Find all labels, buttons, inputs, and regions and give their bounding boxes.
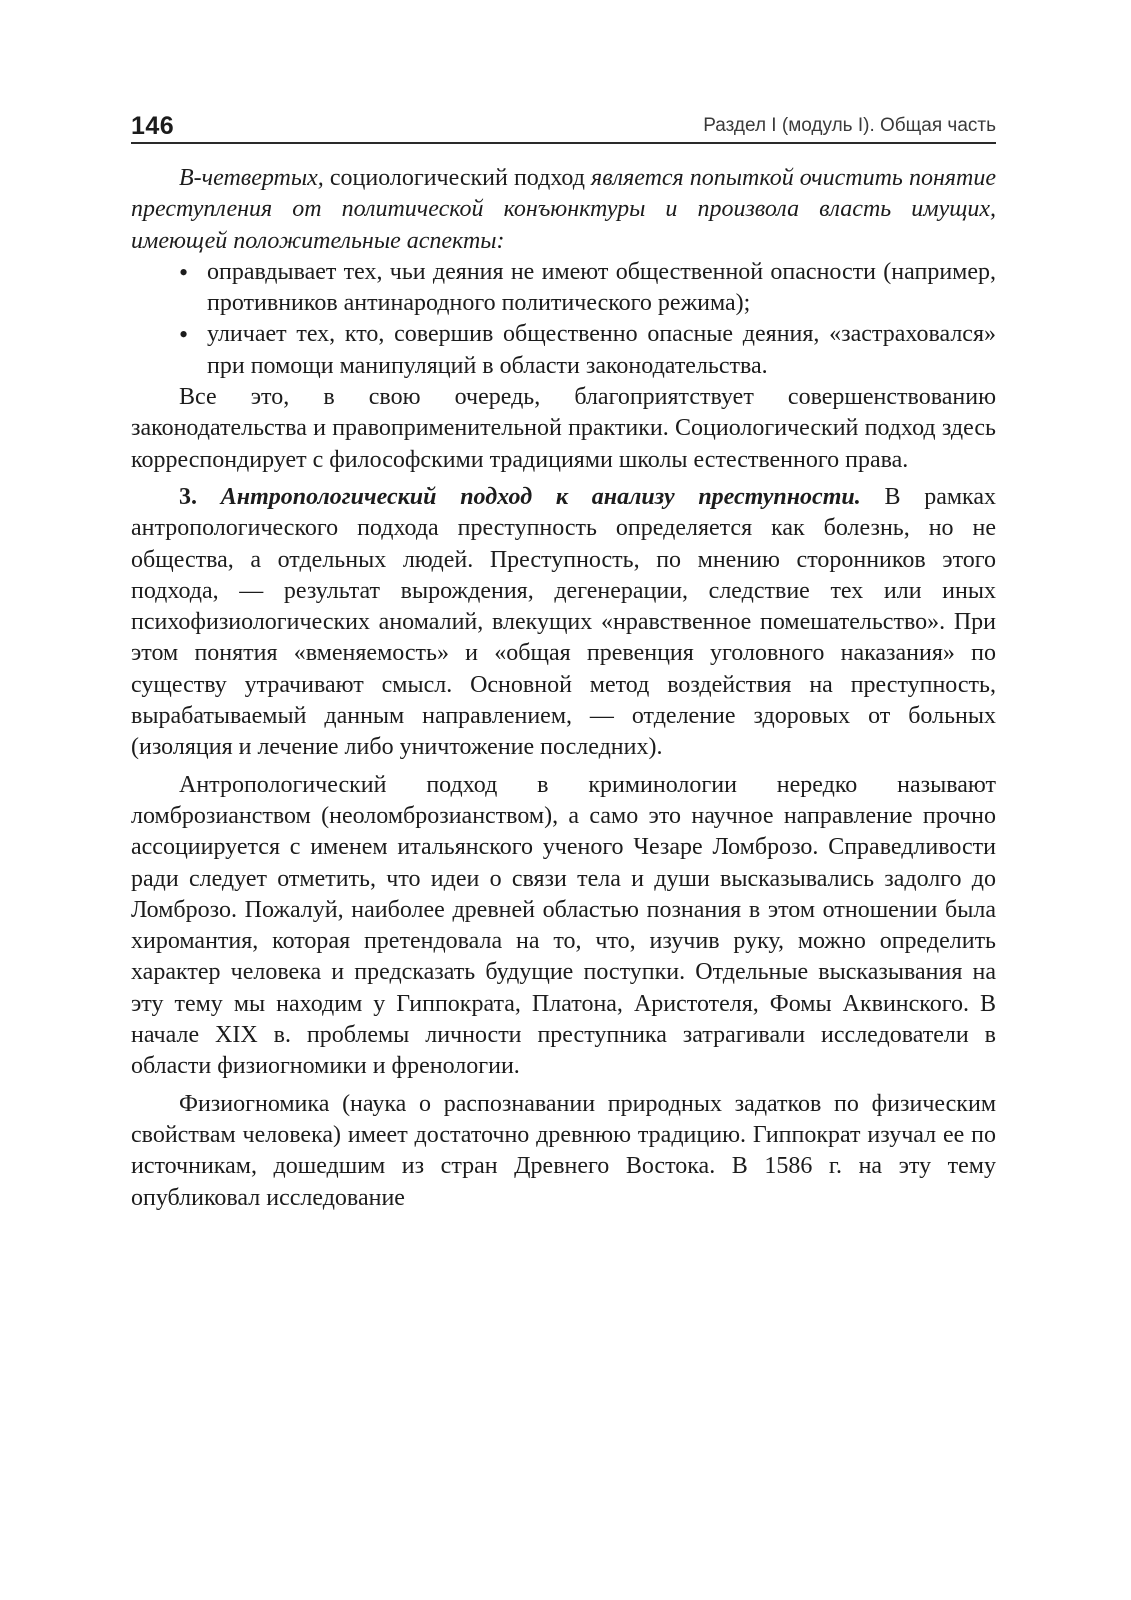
page-header: [131, 108, 996, 144]
paragraph-text: социологический подход: [323, 165, 592, 191]
paragraph-fourthly: [131, 163, 996, 257]
paragraph-text: В рамках антропологического подхода преступность определяется как болезнь, но не общества, а отдельных людей. Преступность, по мнению сторонников этого подхода, — результат вырождения, дегенерации, следствие тех или иных психофизиологических аномалий, влекущих «нравственное помешательство». При этом понятия «вменяемость» и «общая превенция уголовного наказания» по существу утрачивают смысл. Основной метод воздействия на преступность, вырабатываемый данным направлением, — отделение здоровых от больных (изоляция и лечение либо уничтожение последних).: [131, 483, 996, 761]
paragraph-lombroso: Антропологический подход в криминологии нередко называют ломброзианством (неоломброзианством), а само это научное направление прочно ассоциируется с именем итальянского ученого Чезаре Ломброзо. Справедливости ради следует отметить, что идеи о связи тела и души высказывались задолго до Ломброзо. Пожалуй, наиболее древней областью познания в этом отношении была хиромантия, которая претендовала на то, что, изучив руку, можно определить характер человека и предсказать будущие поступки. Отдельные высказывания на эту тему мы находим у Гиппократа, Платона, Аристотеля, Фомы Аквинского. В начале XIX в. проблемы личности преступника затрагивали исследователи в области физиогномики и френологии.: [131, 771, 996, 1080]
paragraph-anthropological: [131, 482, 996, 764]
bullet-list: [131, 257, 996, 382]
page-body: [131, 163, 996, 1214]
list-item: • уличает тех, кто, совершив общественно опасные деяния, «застраховался» при помощи манипуляций в области законодательства.: [179, 319, 996, 382]
emphasis-text: является попыткой очистить понятие преступления от политической конъюнктуры и произвола власть имущих, имеющей положительные аспекты:: [131, 165, 996, 254]
paragraph-physiognomy: Физиогномика (наука о распознавании природных задатков по физическим свойствам человека) имеет достаточно древнюю традицию. Гиппократ изучал ее по источникам, дошедшим из стран Древнего Востока. В 1586 г. на эту тему опубликовал исследование: [131, 1090, 996, 1211]
list-item: • оправдывает тех, чьи деяния не имеют общественной опасности (например, противников антинародного политического режима);: [179, 257, 996, 320]
running-head: Раздел I (модуль I). Общая часть: [703, 115, 996, 136]
section-heading: Антропологический подход к анализу преступности.: [220, 483, 861, 510]
section-number: 3.: [179, 483, 197, 510]
page-number: 146: [131, 112, 175, 140]
lead-word: В-четвертых,: [179, 165, 324, 191]
paragraph-all-this: Все это, в свою очередь, благоприятствует совершенствованию законодательства и правоприменительной практики. Социологический подход здесь корреспондирует с философскими традициями школы естественного права.: [131, 384, 996, 473]
